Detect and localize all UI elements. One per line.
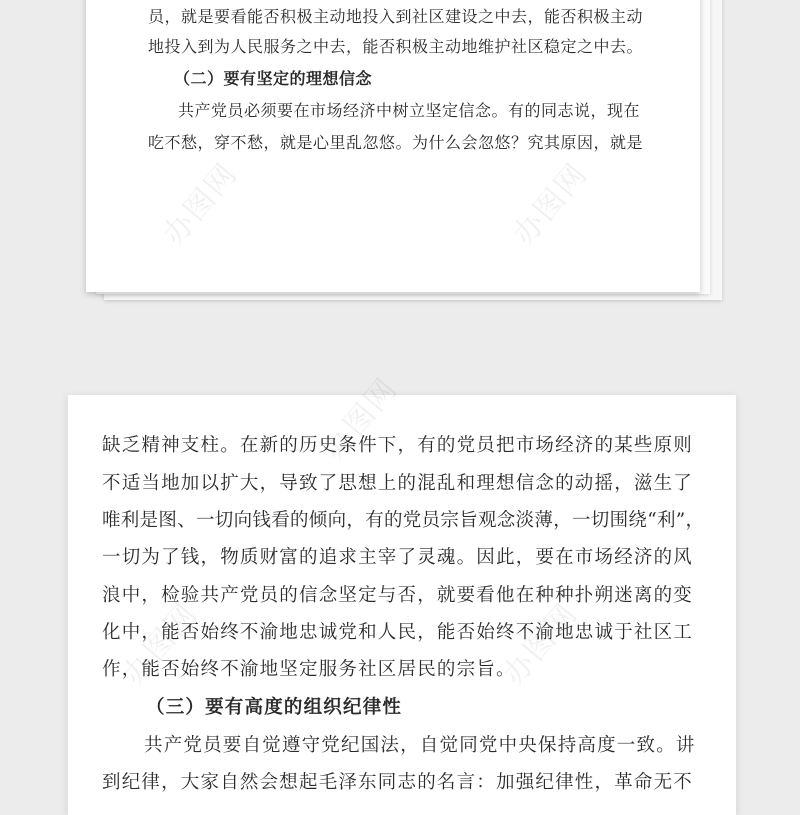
paragraph-line: 共产党员要自觉遵守党纪国法，自觉同党中央保持高度一致。讲 bbox=[144, 735, 696, 756]
paragraph-line: 到纪律，大家自然会想起毛泽东同志的名言：加强纪律性，革命无不 bbox=[102, 772, 694, 793]
paragraph-line: 员，就是要看能否积极主动地投入到社区建设之中去，能否积极主动 bbox=[148, 7, 644, 26]
watermark-text: 办图网 bbox=[156, 156, 245, 253]
paragraph-line: 地投入到为人民服务之中去，能否积极主动地维护社区稳定之中去。 bbox=[148, 37, 644, 56]
section-heading-2: （二）要有坚定的理想信念 bbox=[174, 69, 373, 88]
watermark-text: 办图网 bbox=[116, 596, 205, 693]
paragraph-line: 作，能否始终不渝地坚定服务社区居民的宗旨。 bbox=[102, 659, 516, 680]
watermark-text: 办图网 bbox=[506, 156, 595, 253]
watermark-text: 办图网 bbox=[316, 371, 405, 468]
paragraph-line: 唯利是图、一切向钱看的倾向，有的党员宗旨观念淡薄，一切围绕“利”， bbox=[102, 510, 705, 531]
paragraph-line: 化中，能否始终不渝地忠诚党和人民，能否始终不渝地忠诚于社区工 bbox=[102, 622, 694, 643]
section-heading-3: （三）要有高度的组织纪律性 bbox=[146, 697, 403, 718]
watermark-text: 办图网 bbox=[496, 596, 585, 693]
paragraph-line: 缺乏精神支柱。在新的历史条件下，有的党员把市场经济的某些原则 bbox=[102, 435, 694, 456]
paragraph-line: 不适当地加以扩大，导致了思想上的混乱和理想信念的动摇，滋生了 bbox=[102, 473, 694, 494]
paragraph-line: 一切为了钱，物质财富的追求主宰了灵魂。因此，要在市场经济的风 bbox=[102, 547, 694, 568]
paragraph-line: 吃不愁，穿不愁，就是心里乱忽悠。为什么会忽悠？究其原因，就是 bbox=[148, 133, 644, 152]
paragraph-line: 浪中，检验共产党员的信念坚定与否，就要看他在种种扑朔迷离的变 bbox=[102, 585, 694, 606]
paragraph-line: 共产党员必须要在市场经济中树立坚定信念。有的同志说，现在 bbox=[178, 101, 641, 120]
